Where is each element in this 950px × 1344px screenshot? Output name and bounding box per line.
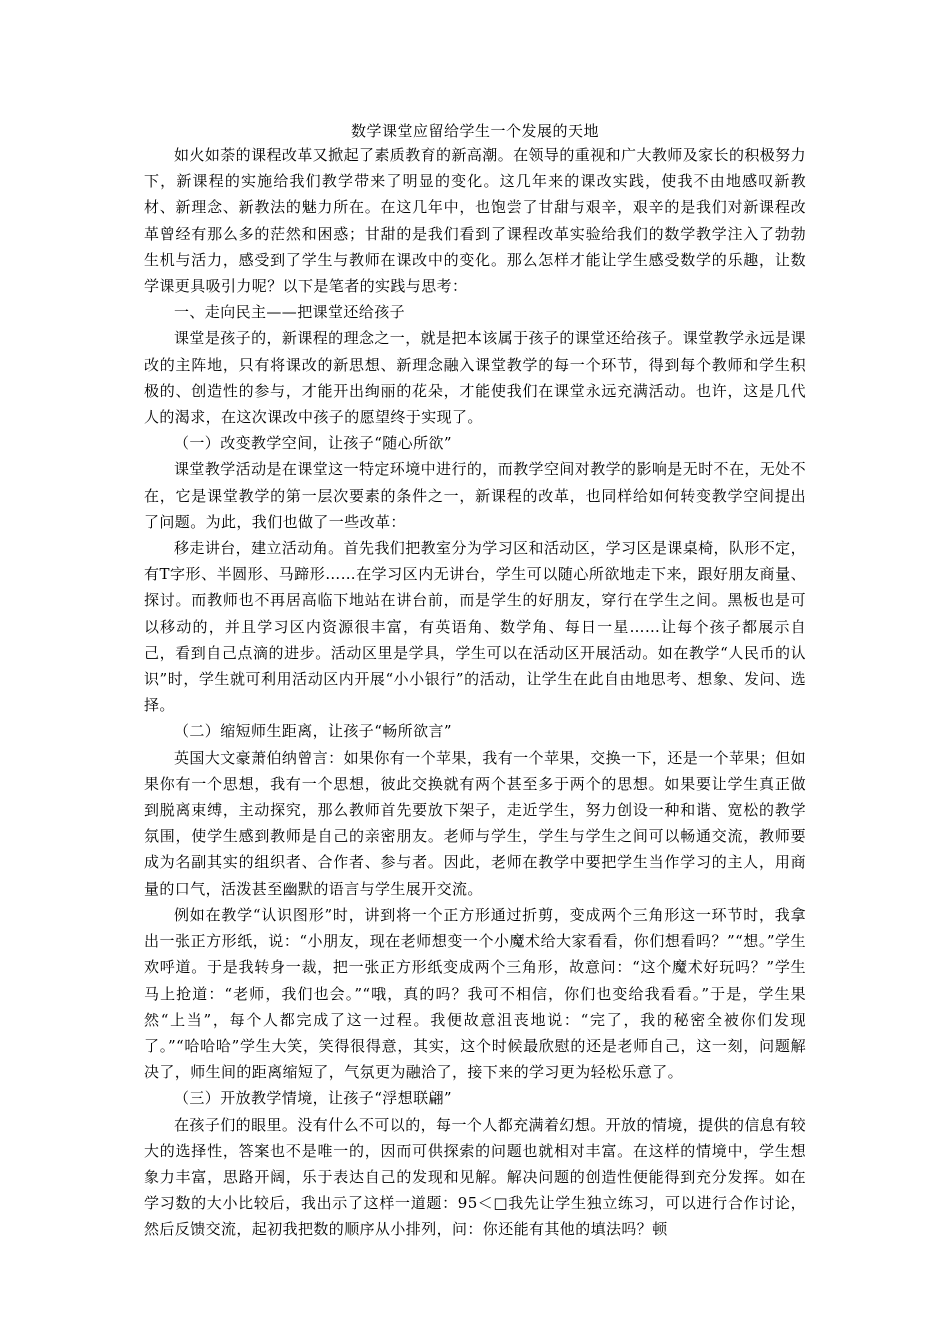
body-paragraph: 例如在教学“认识图形”时，讲到将一个正方形通过折剪，变成两个三角形这一环节时，我拿出一张正方形纸，说：“小朋友，现在老师想变一个小魔术给大家看看，你们想看吗？”“想。”学生欢呼道。于是我转身一裁，把一张正方形纸变成两个三角形，故意问：“这个魔术好玩吗？”学生马上抢道：“老师，我们也会。”“哦，真的吗？我可不相信，你们也变给我看看。”于是，学生果然“上当”，每个人都完成了这一过程。我便故意沮丧地说：“完了，我的秘密全被你们发现了。”“哈哈哈”学生大笑，笑得很得意，其实，这个时候最欣慰的还是老师自己，这一刻，问题解决了，师生间的距离缩短了，气氛更为融洽了，接下来的学习更为轻松乐意了。: [144, 905, 806, 1082]
body-paragraph: 课堂教学活动是在课堂这一特定环境中进行的，而教学空间对教学的影响是无时不在，无处不在，它是课堂教学的第一层次要素的条件之一，新课程的改革，也同样给如何转变教学空间提出了问题。为此，我们也做了一些改革：: [144, 460, 806, 531]
document-title: 数学课堂应留给学生一个发展的天地: [350, 122, 599, 140]
body-paragraph: 课堂是孩子的，新课程的理念之一，就是把本该属于孩子的课堂还给孩子。课堂教学永远是课改的主阵地，只有将课改的新思想、新理念融入课堂教学的每一个环节，得到每个教师和学生积极的、创造性的参与，才能开出绚丽的花朵，才能使我们在课堂永远充满活动。也许，这是几代人的渴求，在这次课改中孩子的愿望终于实现了。: [144, 329, 806, 427]
document-page: [144, 120, 806, 1243]
subsection-heading: （一）改变教学空间，让孩子“随心所欲”: [174, 434, 452, 453]
subsection-heading: （三）开放教学情境，让孩子“浮想联翩”: [174, 1089, 452, 1108]
body-paragraph: 移走讲台，建立活动角。首先我们把教室分为学习区和活动区，学习区是课桌椅，队形不定，有T字形、半圆形、马蹄形……在学习区内无讲台，学生可以随心所欲地走下来，跟好朋友商量、探讨。而教师也不再居高临下地站在讲台前，而是学生的好朋友，穿行在学生之间。黑板也是可以移动的，并且学习区内资源很丰富，有英语角、数学角、每日一星……让每个孩子都展示自己，看到自己点滴的进步。活动区里是学具，学生可以在活动区开展活动。如在教学“人民币的认识”时，学生就可利用活动区内开展“小小银行”的活动，让学生在此自由地思考、想象、发问、选择。: [144, 539, 806, 715]
body-paragraph: 如火如荼的课程改革又掀起了素质教育的新高潮。在领导的重视和广大教师及家长的积极努力下，新课程的实施给我们教学带来了明显的变化。这几年来的课改实践，使我不由地感叹新教材、新理念、新教法的魅力所在。在这几年中，也饱尝了甘甜与艰辛，艰辛的是我们对新课程改革曾经有那么多的茫然和困惑；甘甜的是我们看到了课程改革实验给我们的数学教学注入了勃勃生机与活力，感受到了学生与教师在课改中的变化。那么怎样才能让学生感受数学的乐趣，让数学课更具吸引力呢？以下是笔者的实践与思考：: [144, 146, 806, 296]
body-paragraph: 在孩子们的眼里。没有什么不可以的，每一个人都充满着幻想。开放的情境，提供的信息有较大的选择性，答案也不是唯一的，因而可供探索的问题也就相对丰富。在这样的情境中，学生想象力丰富，思路开阔，乐于表达自己的发现和见解。解决问题的创造性便能得到充分发挥。如在学习数的大小比较后，我出示了这样一道题：95＜□我先让学生独立练习，可以进行合作讨论，然后反馈交流，起初我把数的顺序从小排列，问：你还能有其他的填法吗？顿: [144, 1115, 806, 1239]
subsection-heading: （二）缩短师生距离，让孩子“畅所欲言”: [174, 722, 452, 741]
section-heading: 一、走向民主——把课堂还给孩子: [174, 303, 406, 322]
body-paragraph: 英国大文豪萧伯纳曾言：如果你有一个苹果，我有一个苹果，交换一下，还是一个苹果；但如果你有一个思想，我有一个思想，彼此交换就有两个甚至多于两个的思想。如果要让学生真正做到脱离束缚，主动探究，那么教师首先要放下架子，走近学生，努力创设一种和谐、宽松的教学氛围，使学生感到教师是自己的亲密朋友。老师与学生，学生与学生之间可以畅通交流，教师要成为名副其实的组织者、合作者、参与者。因此，老师在教学中要把学生当作学习的主人，用商量的口气，活泼甚至幽默的语言与学生展开交流。: [144, 748, 806, 898]
document-body: [144, 142, 806, 1243]
